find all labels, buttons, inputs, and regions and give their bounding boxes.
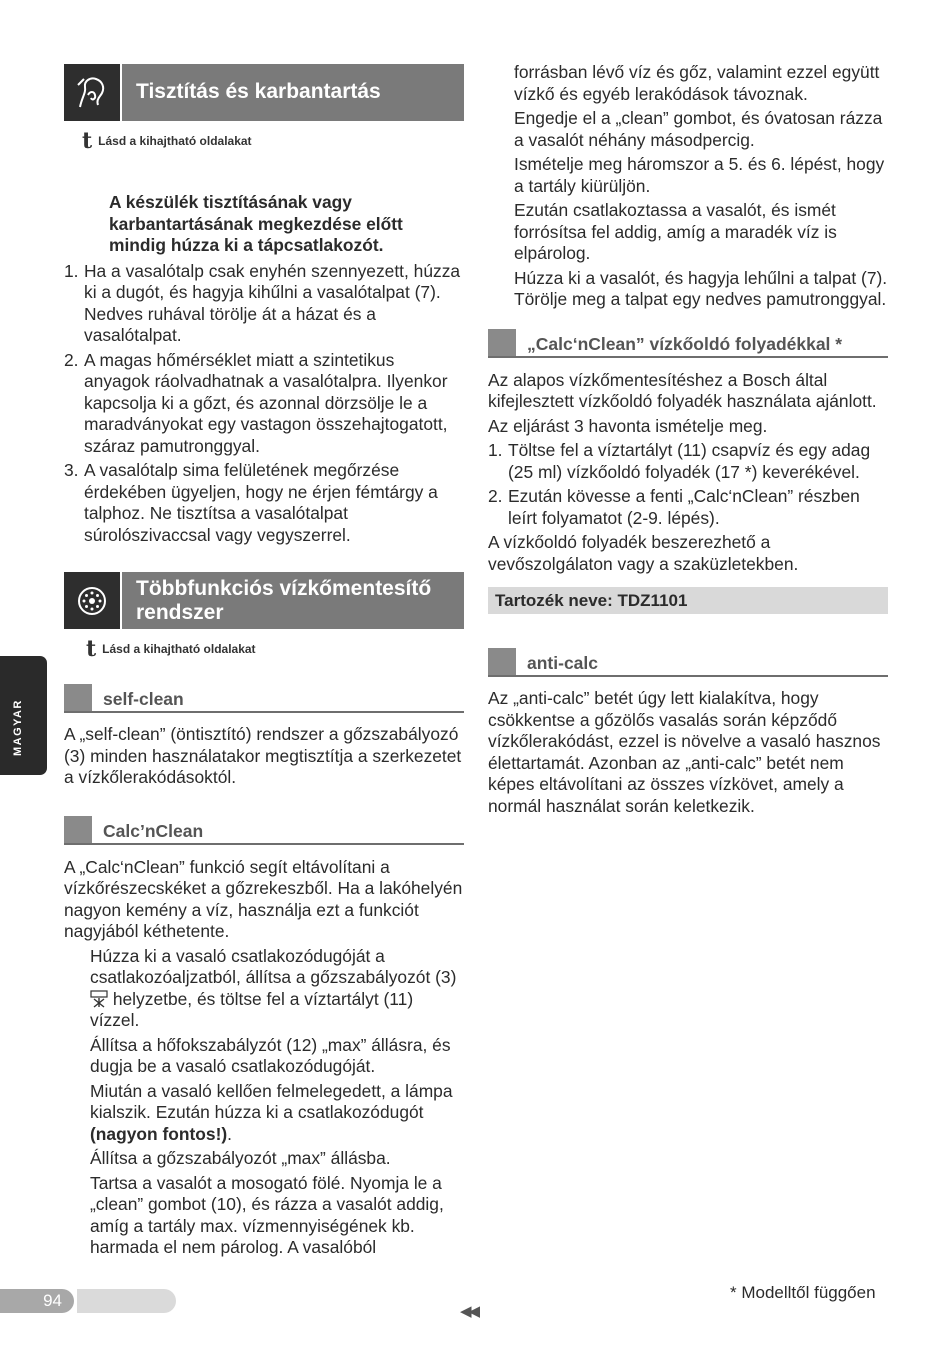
steam-symbol-icon xyxy=(90,990,108,1008)
step-number: 2. xyxy=(64,349,79,370)
heading-block xyxy=(488,329,516,356)
step-number: 1. xyxy=(488,440,503,460)
step-number: 3. xyxy=(64,460,79,480)
language-side-tab xyxy=(0,656,47,775)
step-text: . xyxy=(227,1123,233,1144)
right-column xyxy=(488,62,888,817)
step-text: Ezután kövesse a fenti „Calc‘nClean” részben leírt folyamatot (2-9. lépés). xyxy=(508,486,860,528)
page-number: 94 xyxy=(0,1289,74,1313)
decalc-section-header xyxy=(64,572,464,629)
liquid-text: Az eljárást 3 havonta ismételje meg. xyxy=(488,415,768,436)
calc-clean-step: Húzza ki a vasalót, és hagyja lehűlni a talpat (7). Törölje meg a talpat egy nedves pamutronggyal. xyxy=(514,267,888,309)
calc-clean-title: Calc’nClean xyxy=(103,820,204,841)
calc-clean-step: Engedje el a „clean” gombot, és óvatosan rázza a vasalót néhány másodpercig. xyxy=(514,108,883,150)
anti-calc-title: anti-calc xyxy=(527,653,598,673)
step-text: Miután a vasaló kellően felmelegedett, a lámpa kialszik. Ezután húzza ki a csatlakozódugót xyxy=(90,1080,453,1122)
step-text: Töltse fel a víztartályt (11) csapvíz és egy adag (25 ml) vízkőoldó folyadék (17 *) keverékével. xyxy=(508,440,871,482)
calc-clean-step xyxy=(90,946,464,1032)
step-text: Ha a vasalótalp csak enyhén szennyezett, húzza ki a dugót, és hagyja kihűlni a vasalótalpat (7). Nedves ruhával törölje át a házat és a vasalótalpat. xyxy=(84,260,461,345)
see-foldout-note xyxy=(86,636,464,662)
cleaning-warning: A készülék tisztításának vagy karbantartásának megkezdése előtt mindig húzza ki a tápcsatlakozót. xyxy=(109,192,403,255)
step-emphasis: (nagyon fontos!) xyxy=(90,1123,228,1144)
step-number: 2. xyxy=(488,486,503,506)
heading-block xyxy=(488,648,516,675)
liquid-header xyxy=(488,329,888,358)
foldout-icon: t xyxy=(82,128,93,154)
self-clean-text: A „self-clean” (öntisztító) rendszer a gőzszabályozó (3) minden használatakor megtisztítja a szerkezetet a vízkőlerakódásoktól. xyxy=(64,724,462,787)
calc-clean-header xyxy=(64,816,464,845)
liquid-content xyxy=(488,370,888,576)
calc-clean-step xyxy=(90,1081,464,1146)
calc-clean-step: forrásban lévő víz és gőz, valamint ezzel együtt vízkő és egyéb lerakódások távoznak. xyxy=(514,62,880,104)
calc-clean-intro: A „Calc‘nClean” funkció segít eltávolítani a vízkőrészecskéket a gőzrekeszből. Ha a lakóhelyén nagyon kemény a víz, használja ezt a funkciót nagyjából kéthetente. xyxy=(64,856,463,941)
see-foldout-text: Lásd a kihajtható oldalakat xyxy=(102,642,256,656)
list-item xyxy=(64,350,464,458)
list-item xyxy=(488,486,888,529)
step-number: 1. xyxy=(64,260,79,281)
cleaning-steps xyxy=(64,261,464,547)
foldout-icon: t xyxy=(86,636,97,662)
calc-clean-step: Állítsa a hőfokszabályzót (12) „max” állásra, és dugja be a vasaló csatlakozódugóját. xyxy=(90,1034,451,1076)
page-bar xyxy=(77,1289,176,1313)
step-text: Húzza ki a vasaló csatlakozódugóját a csatlakozóaljzatból, állítsa a gőzszabályozót (3) xyxy=(90,945,457,987)
accessory-box: Tartozék neve: TDZ1101 xyxy=(488,587,888,614)
anti-calc-text: Az „anti-calc” betét úgy lett kialakítva, hogy csökkentse a gőzölős vasalás során képződő vízkőlerakódást, ezzel is növelve a vasaló hasznos élettartamát. Azonban az „anti-calc” betét nem képes eltávolítani az összes vízkövet, amely a normál használat során keletkezik. xyxy=(488,688,881,816)
footnote: * Modelltől függően xyxy=(730,1283,876,1302)
calc-clean-step: Állítsa a gőzszabályozót „max” állásba. xyxy=(90,1148,391,1168)
self-clean-header xyxy=(64,684,464,713)
list-item xyxy=(64,460,464,546)
list-item xyxy=(64,261,464,347)
list-item xyxy=(488,440,888,483)
hand-cleaning-icon xyxy=(64,64,120,121)
cleaning-title: Tisztítás és karbantartás xyxy=(122,64,464,121)
calc-clean-step: Tartsa a vasalót a mosogató fölé. Nyomja le a „clean” gombot (10), és rázza a vasalót addig, amíg a tartály max. vízmennyiségének kb. harmada el nem párolog. A vasalóból xyxy=(90,1172,444,1257)
liquid-text: A vízkőoldó folyadék beszerezhető a vevőszolgálaton vagy a szaküzletekben. xyxy=(488,532,799,574)
step-text: A vasalótalp sima felületének megőrzése érdekében ügyeljen, hogy ne érjen fémtárgy a talphoz. Ne tisztítsa a vasalótalpat súrolószivaccsal vagy vegyszerrel. xyxy=(84,460,438,545)
left-column xyxy=(64,64,464,1262)
heading-block xyxy=(64,816,92,843)
language-label: MAGYAR xyxy=(12,699,24,756)
liquid-title: „Calc‘nClean” vízkőoldó folyadékkal * xyxy=(527,333,843,354)
calc-clean-steps xyxy=(64,946,464,1259)
decalc-title: Többfunkciós vízkőmentesítő rendszer xyxy=(122,572,464,629)
anti-calc-header xyxy=(488,648,888,677)
liquid-text: Az alapos vízkőmentesítéshez a Bosch által kifejlesztett vízkőoldó folyadék használata ajánlott. xyxy=(488,369,877,411)
self-clean-title: self-clean xyxy=(103,689,184,709)
calc-clean-steps-cont xyxy=(488,62,888,311)
calc-clean-step: Ezután csatlakoztassa a vasalót, és ismét forrósítsa fel addig, amíg a maradék víz is elpárolog. xyxy=(514,200,837,263)
liquid-steps xyxy=(488,440,888,529)
previous-page-arrows-icon[interactable]: ◀◀ xyxy=(460,1303,478,1320)
see-foldout-text: Lásd a kihajtható oldalakat xyxy=(98,134,252,148)
heading-block xyxy=(64,684,92,711)
cleaning-section-header xyxy=(64,64,464,121)
see-foldout-note xyxy=(82,128,464,154)
step-text: helyzetbe, és töltse fel a víztartályt (11) vízzel. xyxy=(90,988,414,1030)
decalcification-icon xyxy=(64,572,120,629)
calc-clean-step: Ismételje meg háromszor a 5. és 6. lépést, hogy a tartály kiürüljön. xyxy=(514,154,885,196)
step-text: A magas hőmérséklet miatt a szintetikus anyagok ráolvadhatnak a vasalótalpra. Ilyenkor kapcsolja ki a gőzt, és azonnal dörzsölje le a maradványokat egy vastagon összehajtogatott, száraz pamutronggyal. xyxy=(84,349,448,456)
